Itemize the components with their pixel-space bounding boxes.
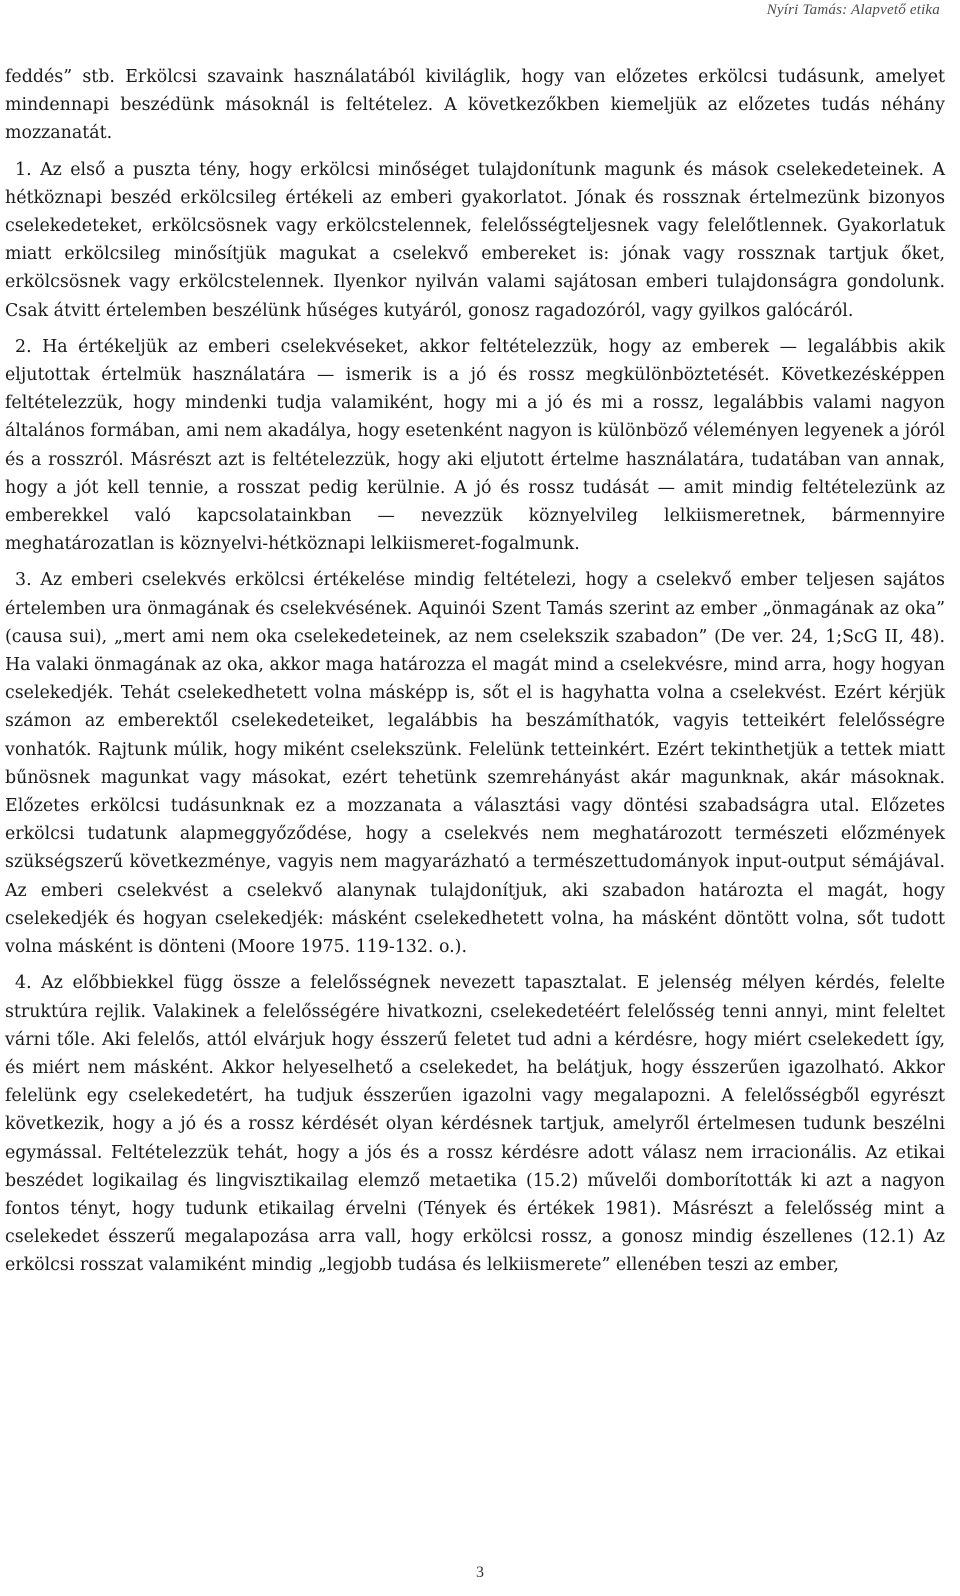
paragraph-point-4: 4. Az előbbiekkel függ össze a felelősségnek nevezett tapasztalat. E jelenség mélyen kérdés, felelte struktúra rejlik. Valakinek a felelősségére hivatkozni, cselekedetéért felelősség tenni annyi, mint feleltet várni tőle. Aki felelős, attól elvárjuk hogy ésszerű feletet tud adni a kérdésre, hogy miért cselekedett így, és miért nem másként. Akkor helyeselhető a cselekedet, ha belátjuk, hogy ésszerűen igazolható. Akkor felelünk egy cselekedetért, ha tudjuk ésszerűen igazolni vagy megalapozni. A felelősségből egyrészt következik, hogy a jó és a rossz kérdését olyan kérdésnek tartjuk, amelyről értelmesen tudunk beszélni egymással. Feltételezzük tehát, hogy a jós és a rossz kérdésre adott válasz nem irracionális. Az etikai beszédet logikailag és lingvisztikailag elemző metaetika (15.2) művelői domborították ki azt a nagyon fontos tényt, hogy tudunk etikailag érvelni (Tények és értékek 1981). Másrészt a felelősség mint a cselekedet ésszerű megalapozása arra vall, hogy erkölcsi rossz, a gonosz mindig észellenes (12.1) Az erkölcsi rosszat valamiként mindig „legjobb tudása és lelkiismerete” ellenében teszi az ember, [5, 973, 945, 1276]
paragraph-point-2: 2. Ha értékeljük az emberi cselekvéseket, akkor feltételezzük, hogy az emberek — legalábbis akik eljutottak értelmük használatára — ismerik is a jó és rossz megkülönböztetését. Következésképpen feltételezzük, hogy mindenki tudja valamiként, hogy mi a jó és mi a rossz, legalábbis valami nagyon általános formában, ami nem akadálya, hogy esetenként nagyon is különböző véleményen legyenek a jóról és a rosszról. Másrészt azt is feltételezzük, hogy aki eljutott értelme használatára, tudatában van annak, hogy a jót kell tennie, a rosszat pedig kerülnie. A jó és rossz tudását — amit mindig feltételezünk az emberekkel való kapcsolatainkban — nevezzük köznyelvileg lelkiismeretnek, bármennyire meghatározatlan is köznyelvi-hétköznapi lelkiismeret-fogalmunk. [5, 336, 945, 555]
running-header: Nyíri Tamás: Alapvető etika [766, 2, 940, 18]
body-text [5, 63, 945, 1288]
paragraph-continuation: feddés” stb. Erkölcsi szavaink használatából kiviláglik, hogy van előzetes erkölcsi tudásunk, amelyet mindennapi beszédünk másoknál is feltételez. A következőkben kiemeljük az előzetes tudás néhány mozzanatát. [5, 67, 945, 144]
page-number: 3 [476, 1564, 484, 1581]
paragraph-point-3: 3. Az emberi cselekvés erkölcsi értékelése mindig feltételezi, hogy a cselekvő ember teljesen sajátos értelemben ura önmagának és cselekvésének. Aquinói Szent Tamás szerint az ember „önmagának az oka” (causa sui), „mert ami nem oka cselekedeteinek, az nem cselekszik szabadon” (De ver. 24, 1;ScG II, 48). Ha valaki önmagának az oka, akkor maga határozza el magát mind a cselekvésre, mind arra, hogy hogyan cselekedjék. Tehát cselekedhetett volna másképp is, sőt el is hagyhatta volna a cselekvést. Ezért kérjük számon az emberektől cselekedeteiket, legalábbis ha beszámíthatók, vagyis tetteikért felelősségre vonhatók. Rajtunk múlik, hogy miként cselekszünk. Felelünk tetteinkért. Ezért tekinthetjük a tettek miatt bűnösnek magunkat vagy másokat, ezért tehetünk szemrehányást akár magunknak, akár másoknak. Előzetes erkölcsi tudásunknak ez a mozzanata a választási vagy döntési szabadságra utal. Előzetes erkölcsi tudatunk alapmeggyőződése, hogy a cselekvés nem meghatározott természeti előzmények szükségszerű következménye, vagyis nem magyarázható a természettudományok input-output sémájával. Az emberi cselekvést a cselekvő alanynak tulajdonítjuk, aki szabadon határozta el magát, hogy cselekedjék és hogyan cselekedjék: másként cselekedhetett volna, ha másként döntött volna, sőt tudott volna másként is dönteni (Moore 1975. 119-132. o.). [5, 570, 945, 958]
paragraph-point-1: 1. Az első a puszta tény, hogy erkölcsi minőséget tulajdonítunk magunk és mások cselekedeteinek. A hétköznapi beszéd erkölcsileg értékeli az emberi gyakorlatot. Jónak és rossznak értelmezünk bizonyos cselekedeteket, erkölcsösnek vagy erkölcstelennek, felelősségteljesnek vagy felelőtlennek. Gyakorlatuk miatt erkölcsileg minősítjük magukat a cselekvő embereket is: jónak vagy rossznak tartjuk őket, erkölcsösnek vagy erkölcstelennek. Ilyenkor nyilván valami sajátosan emberi tulajdonságra gondolunk. Csak átvitt értelemben beszélünk hűséges kutyáról, gonosz ragadozóról, vagy gyilkos galócáról. [5, 159, 945, 321]
